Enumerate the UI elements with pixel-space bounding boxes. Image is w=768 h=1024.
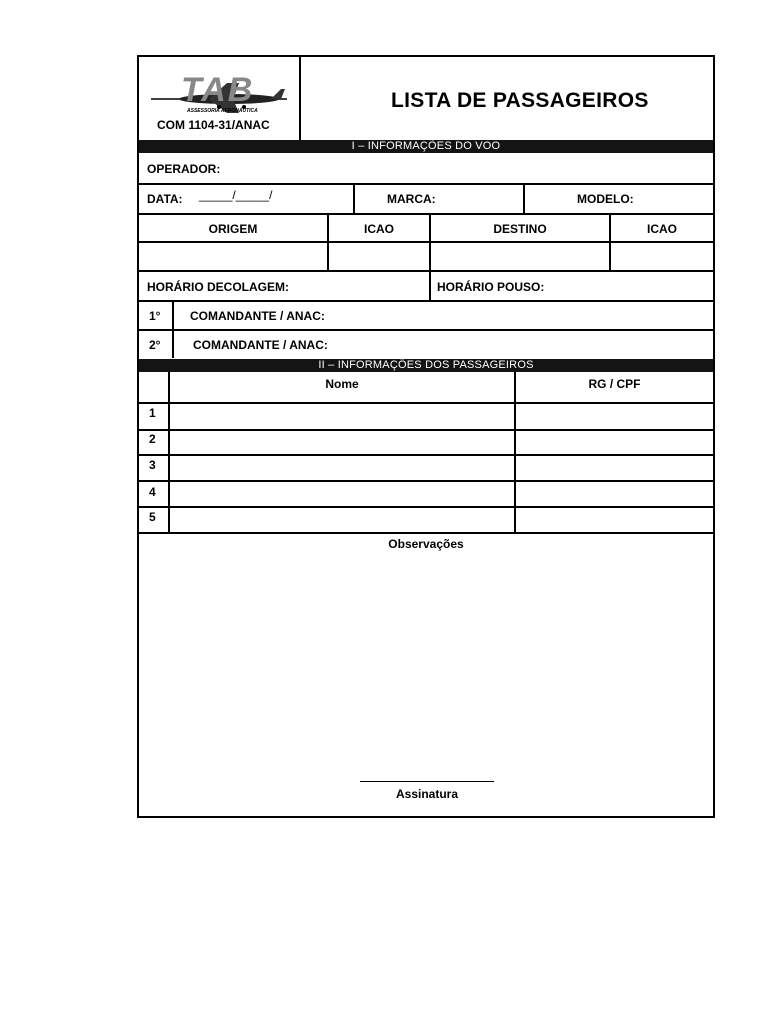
passenger-list-form — [137, 55, 715, 818]
observacoes-label: Observações — [388, 537, 464, 551]
modelo-label: MODELO: — [577, 192, 634, 206]
icao-2-label: ICAO — [647, 222, 677, 236]
crew-2-label: COMANDANTE / ANAC: — [193, 338, 328, 352]
license-number: COM 1104-31/ANAC — [157, 118, 270, 132]
marca-label: MARCA: — [387, 192, 436, 206]
row-number: 2 — [149, 432, 156, 446]
horario-decolagem-label: HORÁRIO DECOLAGEM: — [147, 280, 289, 294]
crew-1-label: COMANDANTE / ANAC: — [190, 309, 325, 323]
logo-text: TAB — [181, 71, 255, 109]
assinatura-label: Assinatura — [395, 787, 459, 801]
icao-1-field[interactable] — [329, 243, 429, 270]
col-rg-header: RG / CPF — [588, 377, 641, 391]
row-number: 4 — [149, 485, 156, 499]
icao-1-label: ICAO — [364, 222, 394, 236]
destino-field[interactable] — [431, 243, 609, 270]
data-blank[interactable]: _____/_____/ — [199, 188, 273, 202]
logo-subtext: ASSESSORIA AERONÁUTICA — [187, 108, 258, 114]
observacoes-field[interactable] — [139, 554, 713, 774]
operador-label: OPERADOR: — [147, 162, 221, 176]
crew-2-number: 2° — [149, 338, 161, 352]
row-number: 5 — [149, 510, 156, 524]
crew-1-number: 1° — [149, 309, 161, 323]
row-number: 1 — [149, 406, 156, 420]
origem-field[interactable] — [139, 243, 327, 270]
page-title: LISTA DE PASSAGEIROS — [391, 89, 649, 112]
section-2-bar: II – INFORMAÇÕES DOS PASSAGEIROS — [139, 359, 713, 372]
icao-2-field[interactable] — [611, 243, 713, 270]
section-1-bar: I – INFORMAÇÕES DO VOO — [139, 140, 713, 153]
row-number: 3 — [149, 458, 156, 472]
signature-line[interactable] — [360, 781, 494, 782]
horario-pouso-label: HORÁRIO POUSO: — [437, 280, 545, 294]
destino-label: DESTINO — [493, 222, 547, 236]
origem-label: ORIGEM — [208, 222, 258, 236]
data-label: DATA: — [147, 192, 183, 206]
col-nome-header: Nome — [325, 377, 359, 391]
logo-box — [139, 57, 301, 140]
